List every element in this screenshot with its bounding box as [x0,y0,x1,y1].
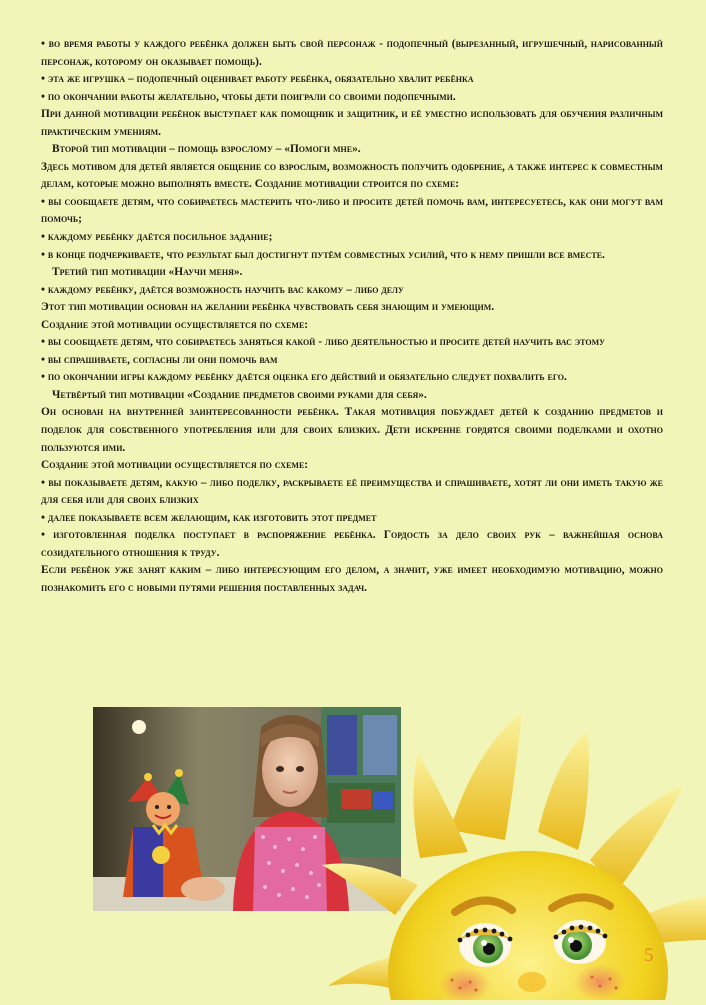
paragraph: • вы сообщаете детям, что собираетесь заняться какой - либо деятельностью и просите детей научить вас этому [41,336,606,349]
paragraph: • вы спрашиваете, согласны ли они помочь вам [41,353,278,366]
paragraph: Второй тип мотивации – помощь взрослому – «Помоги мне». [52,143,361,156]
paragraph: Третий тип мотивации «Научи меня». [52,266,243,279]
paragraph: Он основан на внутренней заинтересованности ребёнка. Такая мотивация побуждает детей к созданию предметов и поделок для собственного употребления или для своих близких. Дети искренне гордятся своими поделками и охотно пользуются ими. [41,406,663,454]
page-number: 5 [644,945,654,966]
paragraph: • по окончании работы желательно, чтобы дети поиграли со своими подопечными. [41,90,456,103]
paragraph: • вы сообщаете детям, что собираетесь мастерить что-либо и просите детей помочь вам, интересуетесь, как они могут вам помочь; [41,195,663,226]
paragraph: • каждому ребёнку, даётся возможность научить вас какому – либо делу [41,283,404,296]
paragraph: • каждому ребёнку даётся посильное задание; [41,231,273,244]
paragraph: • далее показываете всем желающим, как изготовить этот предмет [41,511,377,524]
paragraph: Здесь мотивом для детей является общение со взрослым, возможность получить одобрение, а также интерес к совместным делам, которые можно выполнять вместе. Создание мотивации строится по схеме: [41,160,663,191]
paragraph: • во время работы у каждого ребёнка должен быть свой персонаж - подопечный (вырезанный, игрушечный, нарисованный персонаж, которому он оказывает помощь). [41,38,663,68]
paragraph: Четвёртый тип мотивации «Создание предметов своими руками для себя». [52,388,427,401]
paragraph: Создание этой мотивации осуществляется по схеме: [41,459,309,472]
paragraph: • по окончании игры каждому ребёнку даётся оценка его действий и обязательно следует похвалить его. [41,371,567,384]
paragraph: • в конце подчеркиваете, что результат был достигнут путём совместных усилий, что к нему пришли все вместе. [41,248,605,261]
paragraph: Создание этой мотивации осуществляется по схеме: [41,318,309,331]
paragraph: Этот тип мотивации основан на желании ребёнка чувствовать себя знающим и умеющим. [41,301,495,314]
paragraph: • вы показываете детям, какую – либо поделку, раскрываете её преимущества и спрашиваете, хотят ли они иметь такую же для себя или для своих близких [41,476,663,507]
paragraph: • изготовленная поделка поступает в распоряжение ребёнка. Гордость за дело своих рук – важнейшая основа созидательного отношения к труду. [41,529,663,559]
body-text [41,36,663,598]
paragraph: • эта же игрушка – подопечный оценивает работу ребёнка, обязательно хвалит ребёнка [41,73,474,86]
paragraph: При данной мотивации ребёнок выступает как помощник и защитник, и её уместно использовать для обучения различным практическим умениям. [41,108,663,138]
paragraph: Если ребёнок уже занят каким – либо интересующим его делом, а значит, уже имеет необходимую мотивацию, можно познакомить его с новыми путями решения поставленных задач. [41,564,663,594]
